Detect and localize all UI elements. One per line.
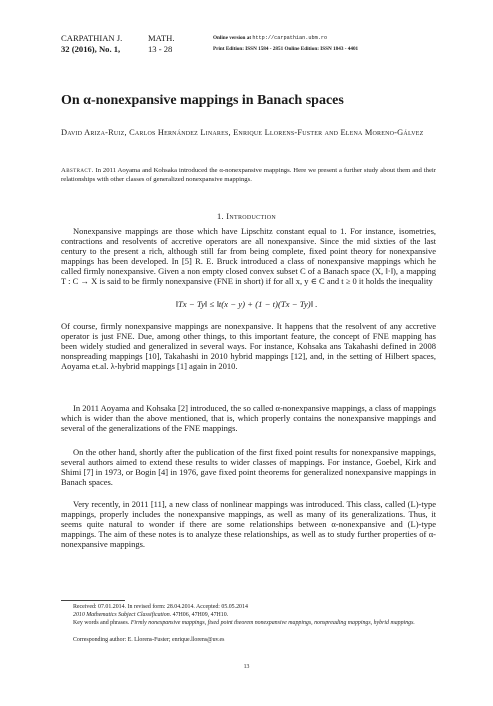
subject-header	[148, 33, 208, 55]
keywords-text: Firmly nonexpansive mappings, fixed point theorem nonexpansive mappings, nonspreading mappings, hybrid mappings.	[130, 620, 415, 626]
inequality-formula: ‖Tx − Ty‖ ≤ ‖t(x − y) + (1 − t)(Tx − Ty)‖ .	[175, 299, 318, 309]
page-number: 13	[243, 664, 250, 670]
section-title: Introduction	[226, 212, 277, 221]
online-prefix: Online version at	[213, 35, 253, 41]
paragraph-3: In 2011 Aoyama and Kohsaka [2] introduced, the so called α-nonexpansive mappings, a class of mappings which is wider than the above mentioned, that is, which properly contains the nonexpansive mappings and several of the generalizations of the FNE mappings.	[61, 403, 436, 434]
paragraph-1: Nonexpansive mappings are those which have Lipschitz constant equal to 1. For instance, isometries, contractions and resolvents of accretive operators are all nonexpansive. Since the mid sixties of the last century to the present a rich, although still far from being complete, fixed point theory for nonexpansive mappings has been developed. In [5] R. E. Bruck introduced a class of nonexpansive mappings which he called firmly nonexpansive. Given a non empty closed convex subset C of a Banach space (X, ‖·‖), a mapping T : C → X is said to be firmly nonexpansive (FNE in short) if for all x, y ∈ C and t ≥ 0 it holds the inequality	[61, 226, 436, 287]
subject-name: MATH.	[148, 33, 175, 43]
keywords-label: Key words and phrases.	[73, 620, 130, 626]
msc-codes: 47H06, 47H09, 47H10.	[172, 612, 229, 618]
online-version	[213, 33, 448, 44]
keywords	[73, 619, 436, 627]
journal-name: CARPATHIAN J.	[61, 33, 123, 43]
paragraph-4: On the other hand, shortly after the publication of the first fixed point results for nonexpansive mappings, several authors aimed to extend these results to wider classes of mappings. For instance, Goebel, Kirk and Shimi [7] in 1973, or Bogin [4] in 1976, gave fixed point theorems for generalized nonexpansive mappings in Banach spaces.	[61, 447, 436, 488]
paper-title: On α-nonexpansive mappings in Banach spaces	[61, 93, 344, 108]
footnote-divider	[61, 600, 125, 601]
corresponding-author: Corresponding author: E. Llorens-Fuster; enrique.llorens@uv.es	[73, 637, 225, 643]
journal-header	[61, 33, 141, 55]
print-edition: Print Edition: ISSN 1584 - 2851 Online Edition: ISSN 1843 - 4401	[213, 46, 359, 52]
journal-volume: 32 (2016), No. 1,	[61, 44, 121, 54]
abstract	[61, 166, 436, 185]
section-heading	[0, 212, 493, 221]
edition-info	[213, 33, 448, 55]
msc-label: 2010 Mathematics Subject Classification.	[73, 612, 172, 618]
received-dates: Received: 07.01.2014. In revised form: 28.04.2014. Accepted: 05.05.2014	[73, 604, 248, 610]
author-list: David Ariza-Ruiz, Carlos Hernández Linares, Enrique Llorens-Fuster and Elena Moreno-Gálvez	[61, 128, 424, 137]
section-number: 1.	[216, 212, 224, 221]
abstract-label: Abstract.	[61, 167, 94, 174]
online-url-link[interactable]: http://carpathian.ubm.ro	[252, 35, 328, 41]
paragraph-5: Very recently, in 2011 [11], a new class of nonlinear mappings was introduced. This class, called (L)-type mappings, properly includes the nonexpansive mappings, as well as many of its generalizations. Thus, it seems quite natural to wonder if there are some relationships between α-nonexpansive and (L)-type mappings. The aim of these notes is to analyze these relationships, as well as to study further properties of α-nonexpansive mappings.	[61, 499, 436, 550]
paragraph-2: Of course, firmly nonexpansive mappings are nonexpansive. It happens that the resolvent of any accretive operator is just FNE. Due, among other things, to this important feature, the concept of FNE mapping has been widely studied and generalized in several ways. For instance, Kohsaka ans Takahashi defined in 2008 nonspreading mappings [10], Takahashi in 2010 hybrid mappings [12], and, in the setting of Hilbert spaces, Aoyama et.al. λ-hybrid mappings [1] again in 2010.	[61, 321, 436, 372]
page-range: 13 - 28	[148, 44, 173, 54]
abstract-text: In 2011 Aoyama and Kohsaka introduced the α-nonexpansive mappings. Here we present a further study about them and their relationships with other classes of generalized nonexpansive mappings.	[61, 167, 436, 184]
